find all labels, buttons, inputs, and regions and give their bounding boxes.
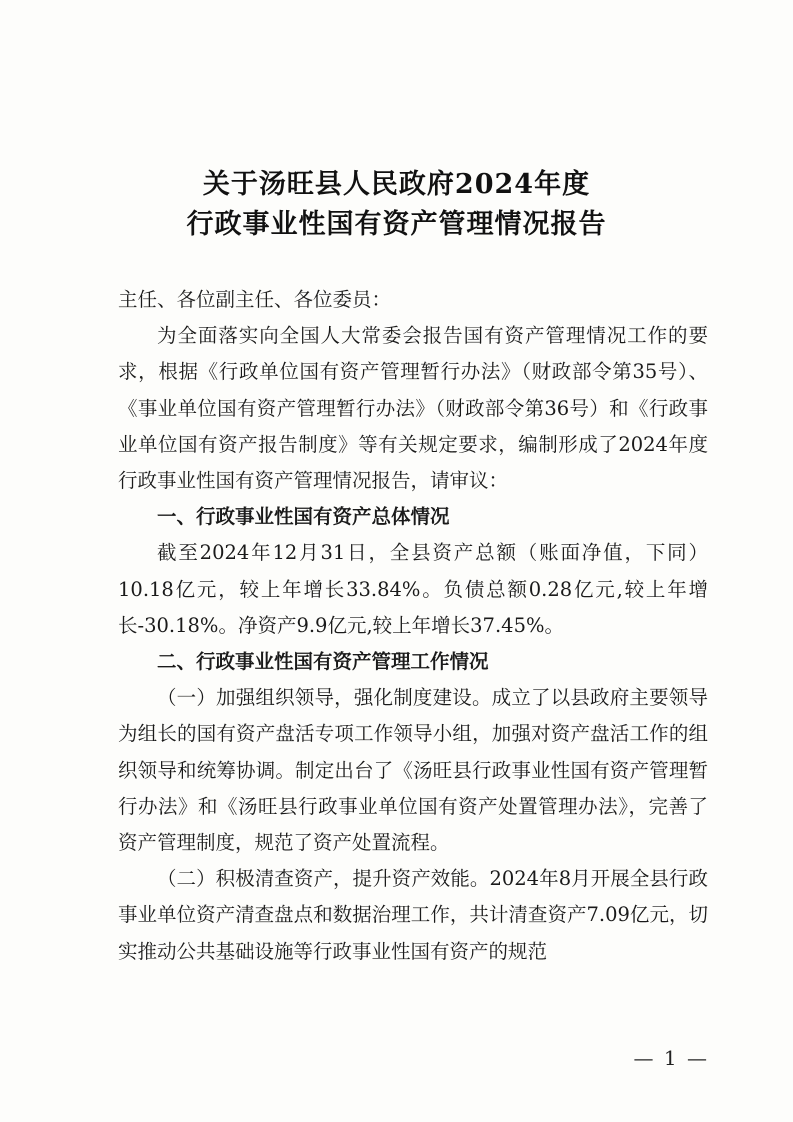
section2-paragraph1: （一）加强组织领导，强化制度建设。成立了以县政府主要领导为组长的国有资产盘活专项工作领导小组，加强对资产盘活工作的组织领导和统筹协调。制定出台了《汤旺县行政事业性国有资产管理暂行办法》和《汤旺县行政事业单位国有资产处置管理办法》，完善了资产管理制度，规范了资产处置流程。 xyxy=(118,686,708,855)
section2-paragraph2: （二）积极清查资产，提升资产效能。2024年8月开展全县行政事业单位资产清查盘点和数据治理工作，共计清查资产7.09亿元，切实推动公共基础设施等行政事业性国有资产的规范 xyxy=(118,867,708,963)
intro-paragraph: 为全面落实向全国人大常委会报告国有资产管理情况工作的要求，根据《行政单位国有资产管理暂行办法》（财政部令第35号）、《事业单位国有资产管理暂行办法》（财政部令第36号）和《行政事业单位国有资产报告制度》等有关规定要求，编制形成了2024年度行政事业性国有资产管理情况报告，请审议： xyxy=(118,324,708,493)
section1-paragraph: 截至2024年12月31日，全县资产总额（账面净值，下同）10.18亿元，较上年增长33.84%。负债总额0.28亿元,较上年增长-30.18%。净资产9.9亿元,较上年增长37.45%。 xyxy=(118,541,708,637)
section2-heading: 二、行政事业性国有资产管理工作情况 xyxy=(157,650,489,674)
section1-heading: 一、行政事业性国有资产总体情况 xyxy=(157,505,450,529)
document-title-line2: 行政事业性国有资产管理情况报告 xyxy=(186,209,607,240)
document-title-line1: 关于汤旺县人民政府2024年度 xyxy=(202,169,591,200)
document-body xyxy=(118,282,708,970)
page-number: — 1 — xyxy=(633,1046,709,1070)
salutation: 主任、各位副主任、各位委员： xyxy=(118,288,392,311)
